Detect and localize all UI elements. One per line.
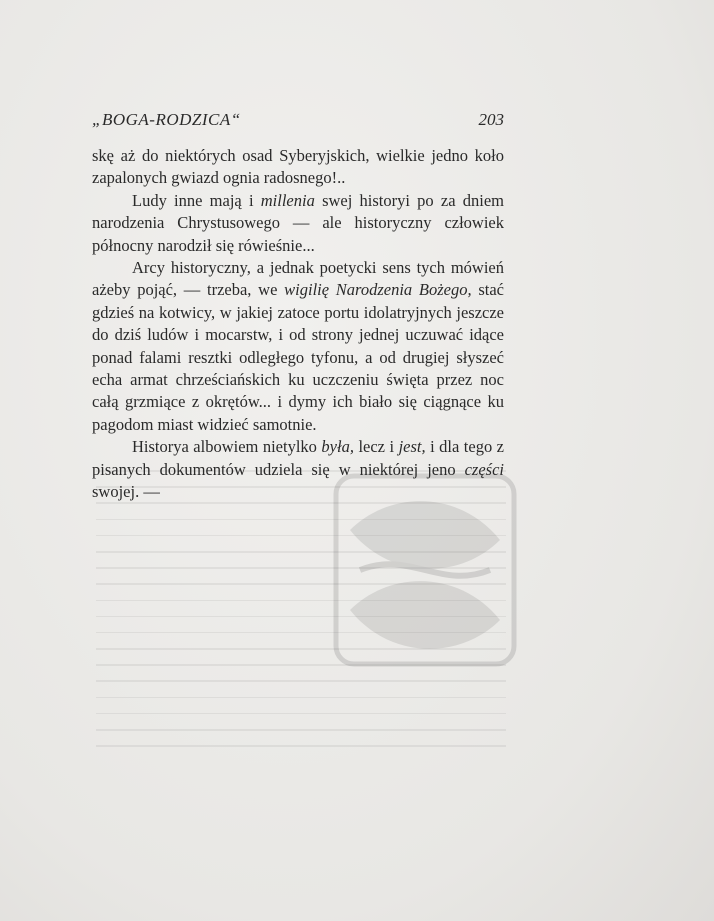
- paragraph-4-text-d: swojej. —: [92, 482, 160, 502]
- page-header: [92, 110, 504, 136]
- paragraph-2-emphasis: millenia: [260, 190, 315, 210]
- paragraph-1: [92, 145, 504, 190]
- page-number: 203: [478, 110, 504, 129]
- paragraph-4: [92, 436, 504, 503]
- paragraph-3-text-a: Arcy historyczny, a jednak poetycki sens tych mówień ażeby pojąć, — trzeba, we: [92, 258, 504, 300]
- paragraph-4-text-c: i dla tego z pisanych dokumentów udziela się w niektórej jeno: [92, 437, 505, 479]
- paragraph-2-text-b: swej historyi po za dniem narodzenia Chrystusowego — ale historyczny człowiek północny narodził się rówieśnie...: [92, 190, 504, 255]
- paragraph-3: [92, 257, 504, 436]
- paragraph-1-text: skę aż do niektórych osad Syberyjskich, wielkie jedno koło zapalonych gwiazd ognia radosnego!..: [92, 146, 504, 188]
- body-text: [92, 145, 504, 504]
- paragraph-3-emphasis: wigilię Narodzenia Bożego,: [284, 280, 472, 300]
- paragraph-4-emphasis-2: jest,: [398, 437, 426, 457]
- paragraph-3-text-b: stać gdzieś na kotwicy, w jakiej zatoce portu idolatryjnych jeszcze do dziś ludów i mocarstw, i od strony jednej uczuwać idące ponad falami resztki odległego tyfonu, a od drugiej słyszeć echa armat chrześciańskich ku uczczeniu święta przez noc całą grzmiące z okrętów... i dymy ich biało się ciągnące ku pagodom miast widzieć samotnie.: [92, 280, 504, 434]
- paragraph-2: [92, 190, 504, 257]
- paragraph-4-emphasis-1: była,: [321, 437, 354, 457]
- paragraph-4-text-a: Historya albowiem nietylko: [132, 437, 322, 457]
- running-head: „BOGA-RODZICA“: [92, 110, 241, 129]
- paragraph-2-text-a: Ludy inne mają i: [132, 190, 261, 210]
- paragraph-4-text-b: lecz i: [353, 437, 399, 457]
- paragraph-4-emphasis-3: części: [464, 459, 504, 479]
